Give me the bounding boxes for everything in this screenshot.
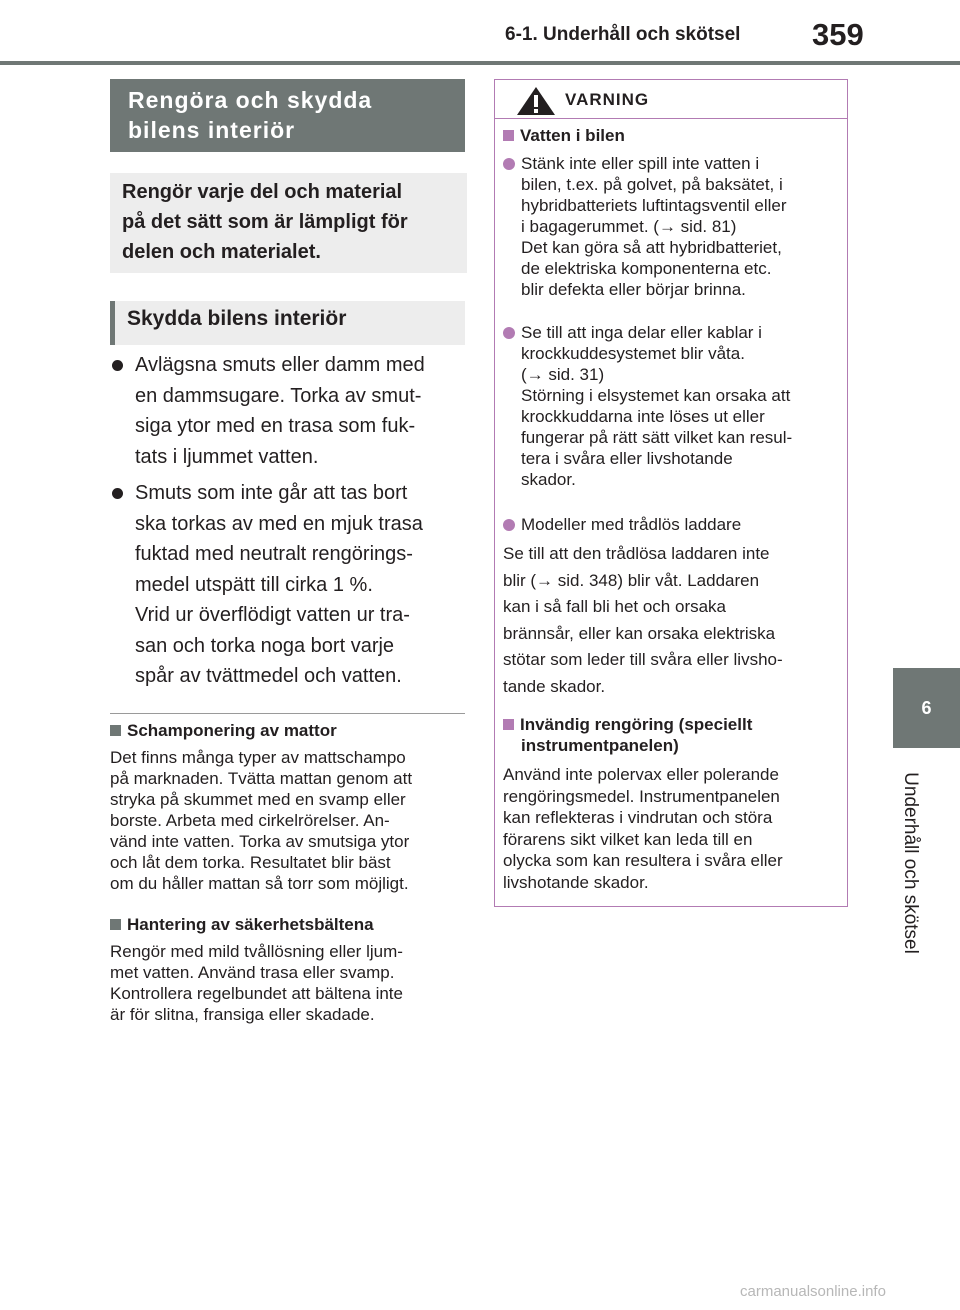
intro-line: Rengör varje del och material (122, 181, 403, 203)
warning-item-label: Modeller med trådlös laddare (521, 515, 742, 534)
bullet-line: medel utspätt till cirka 1 %. (135, 573, 373, 596)
watermark-link[interactable]: carmanualsonline.info (740, 1283, 886, 1300)
bullet-line: spår av tvättmedel och vatten. (135, 665, 402, 687)
intro-line: delen och materialet. (122, 241, 321, 263)
square-bullet-icon (503, 130, 514, 141)
subsection-heading: Hantering av säkerhetsbältena (110, 914, 374, 935)
section-divider (110, 713, 465, 714)
warning-triangle-icon (516, 86, 556, 121)
warning-item: Stänk inte eller spill inte vatten i bilen, t.ex. på golvet, på baksätet, i hybridbatteriets luftintagsventil eller i bagagerummet. (→ sid. 81) Det kan göra så att hybridbatteriet, de elektriska komponenterna etc. blir defekta eller börjar brinna. (521, 154, 787, 299)
bullet-line: Vrid ur överflödigt vatten ur tra- (135, 604, 410, 626)
intro-box (110, 173, 467, 273)
bullet-line: en dammsugare. Torka av smut- (135, 384, 422, 407)
chapter-tab[interactable] (893, 668, 960, 748)
section-title: 6-1. Underhåll och skötsel (505, 24, 741, 45)
subsection-text: Rengör med mild tvållösning eller ljum- met vatten. Använd trasa eller svamp. Kontrollera regelbundet att bältena inte är för slitna, fransiga eller skadade. (110, 942, 403, 1024)
title-line: Rengöra och skydda (128, 87, 373, 113)
intro-line: på det sätt som är lämpligt för (122, 211, 408, 233)
bullet-icon (112, 488, 123, 499)
subsection-heading: Schamponering av mattor (110, 720, 337, 741)
bullet-line: Smuts som inte går att tas bort (135, 482, 408, 504)
title-line: bilens interiör (128, 117, 296, 143)
circle-bullet-icon (503, 158, 515, 170)
circle-bullet-icon (503, 519, 515, 531)
warning-paragraph: Se till att den trådlösa laddaren inte blir (→ sid. 348) blir våt. Laddaren kan i så fall bli het och orsaka brännsår, eller kan orsaka elektriska stötar som leder till svåra eller livsho- tande skador. (503, 544, 783, 696)
header-rule (0, 61, 960, 65)
bullet-line: Avlägsna smuts eller damm med (135, 354, 425, 376)
warning-heading: Vatten i bilen (503, 125, 625, 146)
warning-heading: Invändig rengöring (speciellt instrumentpanelen) (503, 714, 752, 756)
bullet-icon (112, 360, 123, 371)
subsection-text: Det finns många typer av mattschampo på marknaden. Tvätta mattan genom att stryka på skummet med en svamp eller borste. Arbeta med cirkelrörelser. An- vänd inte vatten. Torka av smutsiga ytor och låt dem torka. Resultatet blir bäst om du håller mattan så torr som möjligt. (110, 748, 413, 893)
bullet-line: siga ytor med en trasa som fuk- (135, 415, 416, 437)
page-number: 359 (812, 17, 864, 52)
subheading: Skydda bilens interiör (110, 301, 465, 345)
bullet-line: san och torka noga bort varje (135, 634, 395, 657)
square-bullet-icon (110, 919, 121, 930)
title-banner (110, 79, 465, 152)
square-bullet-icon (110, 725, 121, 736)
bullet-line: ska torkas av med en mjuk trasa (135, 512, 423, 535)
bullet-line: tats i ljummet vatten. (135, 445, 319, 468)
warning-paragraph: Använd inte polervax eller polerande rengöringsmedel. Instrumentpanelen kan reflekteras i vindrutan och störa förarens sikt vilket kan leda till en olycka som kan resultera i svåra eller livshotande skador. (503, 765, 783, 892)
warning-item: Se till att inga delar eller kablar i krockkuddesystemet blir våta. (→ sid. 31) Störning i elsystemet kan orsaka att krockkuddarna inte löses ut eller fungerar på rätt sätt vilket kan resul- tera i svåra eller livshotande skador. (521, 323, 793, 489)
bullet-line: fuktad med neutralt rengörings- (135, 543, 413, 565)
warning-title: VARNING (565, 90, 650, 109)
chapter-number: 6 (921, 697, 932, 718)
circle-bullet-icon (503, 327, 515, 339)
chapter-label: Underhåll och skötsel (900, 772, 921, 954)
square-bullet-icon (503, 719, 514, 730)
